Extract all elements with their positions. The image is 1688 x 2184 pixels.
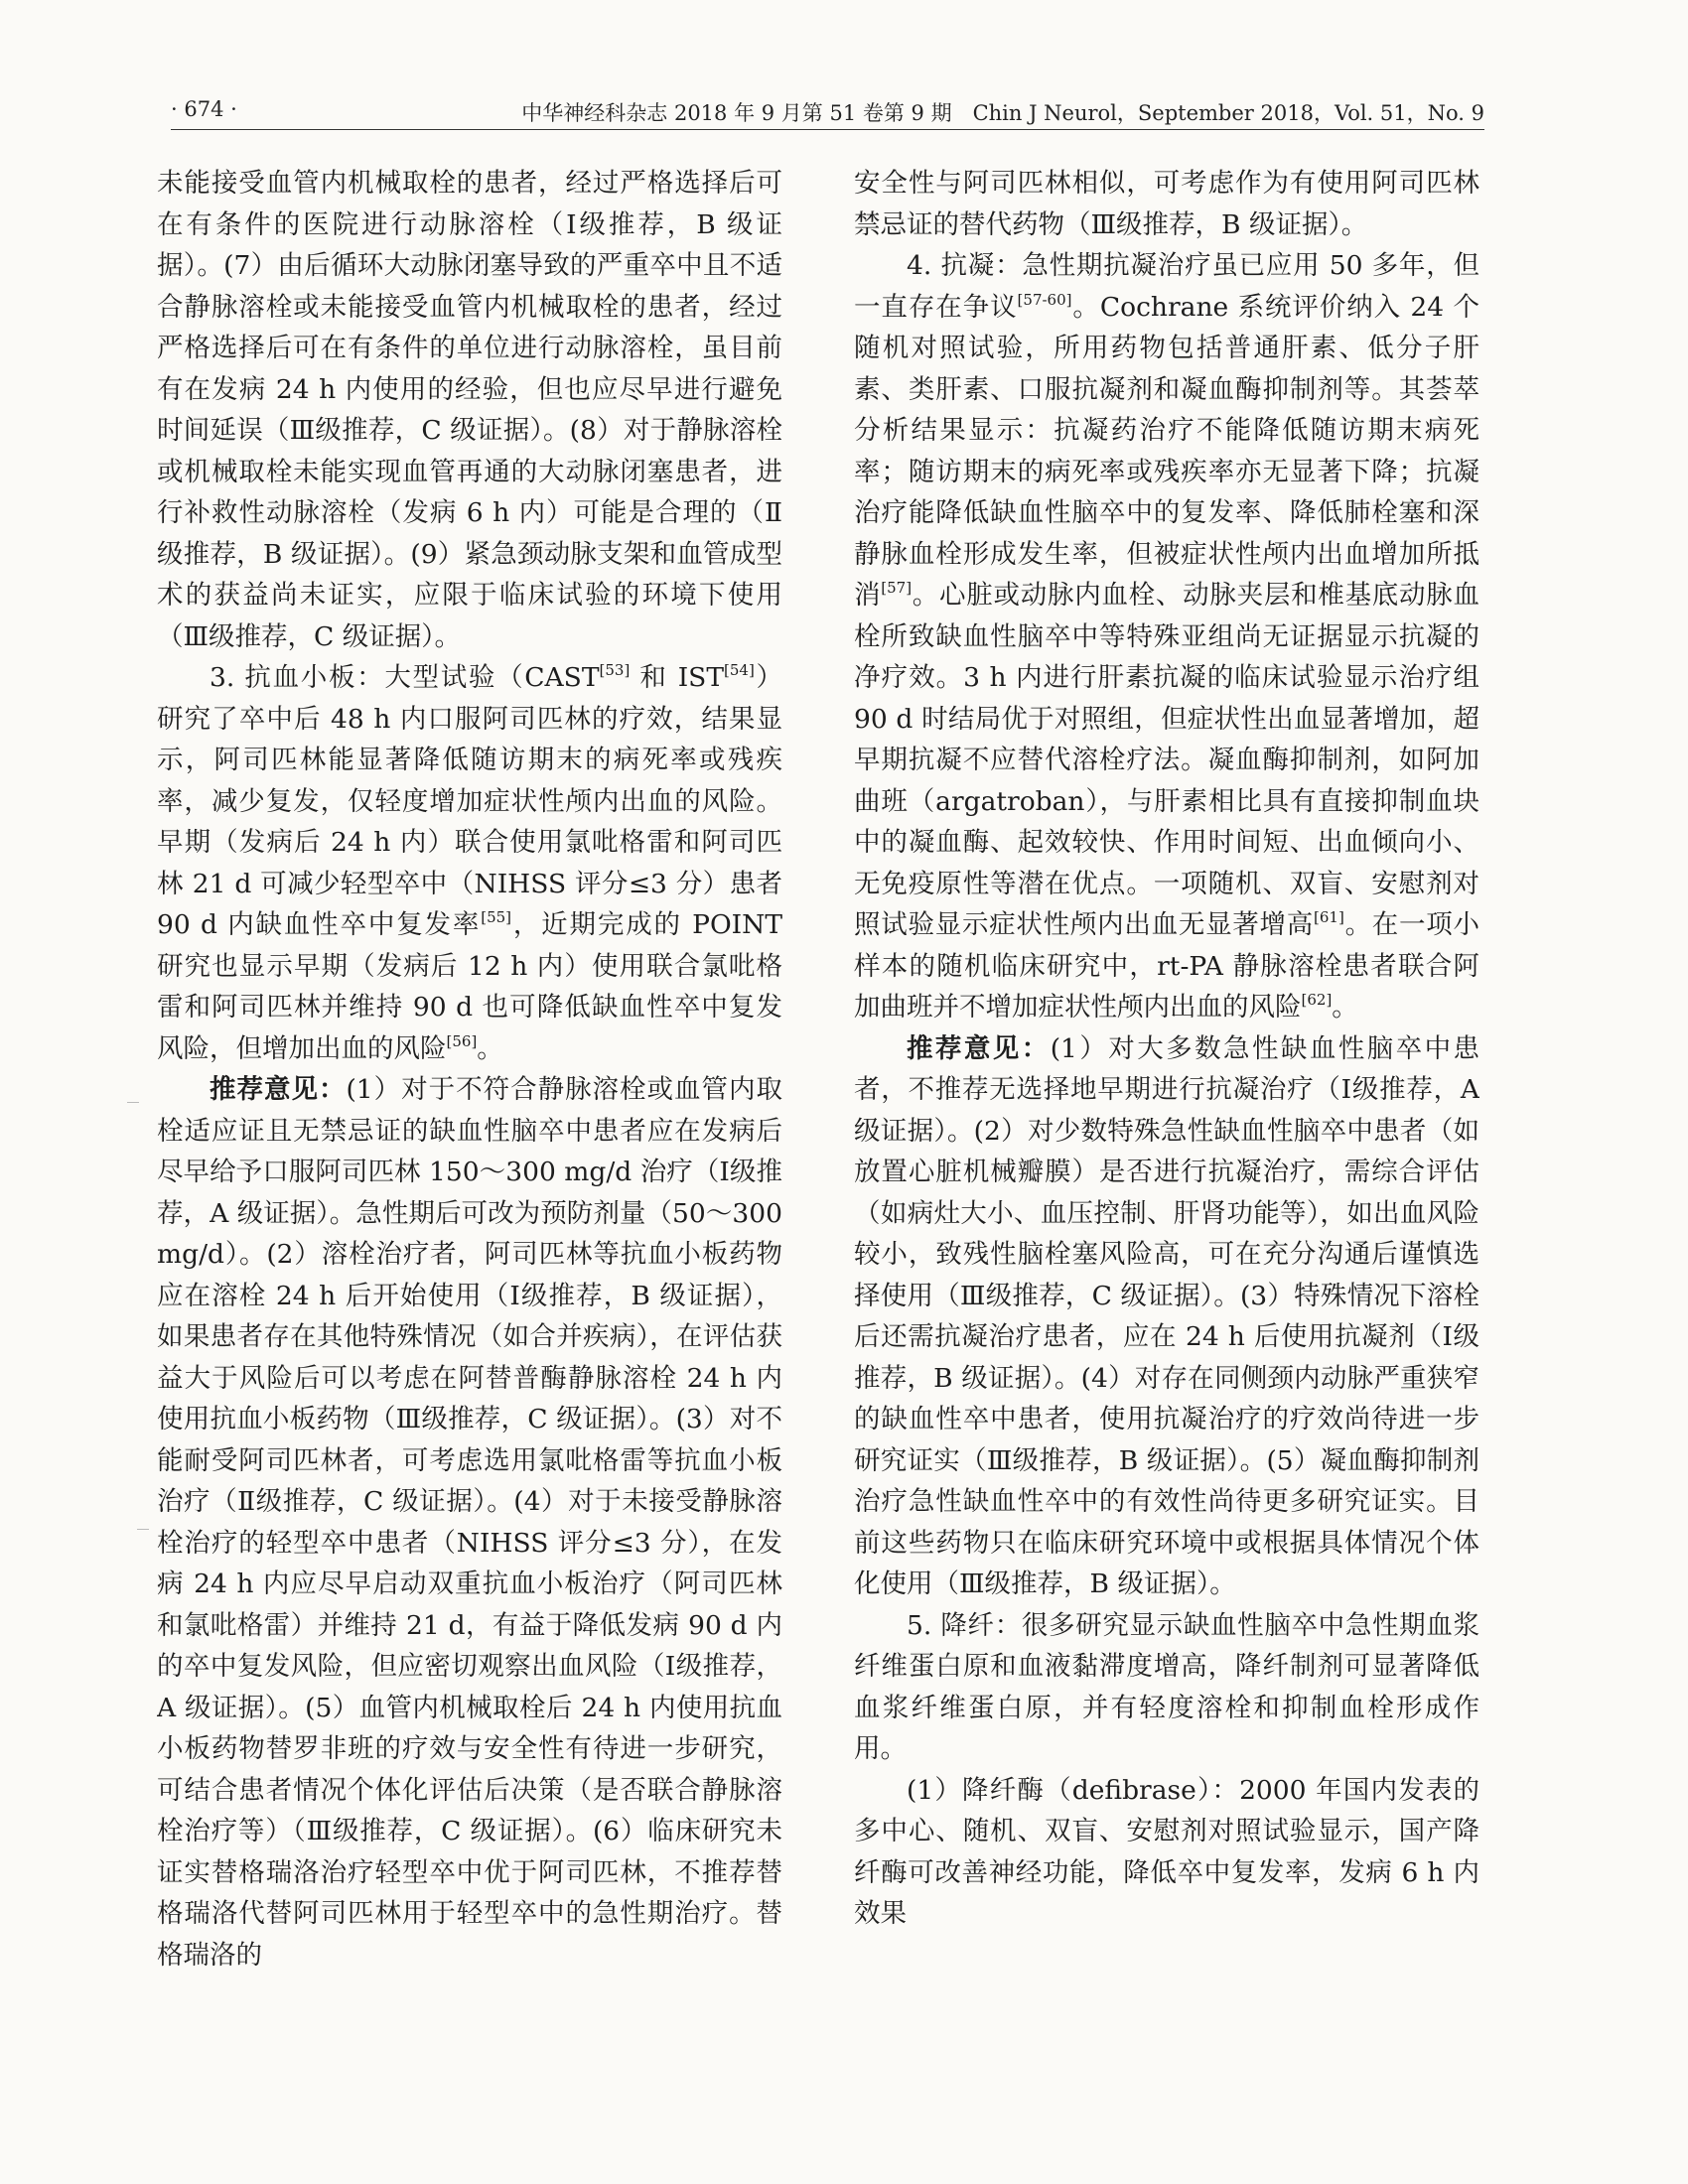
text-run: 。在一项小样本的随机临床研究中，rt-PA 静脉溶栓患者联合阿加曲班并不增加症状性颅内出血的风险 (854, 909, 1479, 1023)
text-run: (1）对大多数急性缺血性脑卒中患者，不推荐无选择地早期进行抗凝治疗（Ⅰ级推荐，A 级证据）。(2）对少数特殊急性缺血性脑卒中患者（如放置心脏机械瓣膜）是否进行抗凝治疗，需综合评估（如病灶大小、血压控制、肝肾功能等），如出血风险较小，致残性脑栓塞风险高，可在充分沟通后谨慎选择使用（Ⅲ级推荐，C 级证据）。(3）特殊情况下溶栓后还需抗凝治疗患者，应在 24 h 后使用抗凝剂（Ⅰ级推荐，B 级证据）。(4）对存在同侧颈内动脉严重狭窄的缺血性卒中患者，使用抗凝治疗的疗效尚待进一步研究证实（Ⅲ级推荐，B 级证据）。(5）凝血酶抑制剂治疗急性缺血性卒中的有效性尚待更多研究证实。目前这些药物只在临床研究环境中或根据具体情况个体化使用（Ⅲ级推荐，B 级证据）。 (854, 1032, 1479, 1599)
left-column (157, 163, 782, 2029)
text-run: 4. 抗凝：急性期抗凝治疗虽已应用 50 多年，但一直存在争议 (854, 250, 1479, 323)
paragraph-recommendation (157, 1069, 782, 1976)
citation-ref: [54] (724, 661, 755, 679)
paragraph-continuation: 安全性与阿司匹林相似，可考虑作为有使用阿司匹林禁忌证的替代药物（Ⅲ级推荐，B 级证据）。 (854, 168, 1479, 240)
paragraph-defibrase: (1）降纤酶（defibrase）：2000 年国内发表的多中心、随机、双盲、安慰剂对照试验显示，国产降纤酶可改善神经功能，降低卒中复发率，发病 6 h 内效果 (854, 1774, 1479, 1929)
recommendation-heading: 推荐意见： (907, 1032, 1051, 1064)
journal-citation: 中华神经科杂志 2018 年 9 月第 51 卷第 9 期 Chin J Neurol，September 2018，Vol. 51，No. 9 (521, 101, 1484, 125)
right-column (854, 163, 1479, 2029)
paragraph-antiplatelet (157, 657, 782, 1069)
header-divider (171, 129, 1484, 130)
citation-ref: [53] (599, 661, 631, 679)
text-run: 。 (477, 1032, 503, 1064)
scan-margin-mark (127, 1102, 139, 1103)
text-run: ，近期完成的 POINT 研究也显示早期（发病后 12 h 内）使用联合氯吡格雷和阿司匹林并维持 90 d 也可降低缺血性卒中复发风险，但增加出血的风险 (157, 909, 782, 1064)
paragraph-defibrination: 5. 降纤：很多研究显示缺血性脑卒中急性期血浆纤维蛋白原和血液黏滞度增高，降纤制剂可显著降低血浆纤维蛋白原，并有轻度溶栓和抑制血栓形成作用。 (854, 1609, 1479, 1764)
paragraph-recommendation (854, 1028, 1479, 1605)
running-header (171, 93, 1484, 129)
text-run: ）研究了卒中后 48 h 内口服阿司匹林的疗效，结果显示，阿司匹林能显著降低随访期末的病死率或残疾率，减少复发，仅轻度增加症状性颅内出血的风险。早期（发病后 24 h 内）联合使用氯吡格雷和阿司匹林 21 d 可减少轻型卒中（NIHSS 评分≤3 分）患者 90 d 内缺血性卒中复发率 (157, 662, 782, 940)
text-run: 和 IST (630, 662, 725, 693)
citation-ref: [62] (1301, 991, 1333, 1009)
citation-ref: [57] (881, 579, 913, 597)
scan-margin-mark (137, 1529, 149, 1530)
citation-ref: [55] (481, 908, 512, 926)
page-number: · 674 · (171, 97, 237, 121)
citation-ref: [56] (446, 1031, 478, 1050)
text-run: (1）对于不符合静脉溶栓或血管内取栓适应证且无禁忌证的缺血性脑卒中患者应在发病后尽早给予口服阿司匹林 150～300 mg/d 治疗（Ⅰ级推荐，A 级证据）。急性期后可改为预防剂量（50～300 mg/d）。(2）溶栓治疗者，阿司匹林等抗血小板药物应在溶栓 24 h 后开始使用（Ⅰ级推荐，B 级证据），如果患者存在其他特殊情况（如合并疾病），在评估获益大于风险后可以考虑在阿替普酶静脉溶栓 24 h 内使用抗血小板药物（Ⅲ级推荐，C 级证据）。(3）对不能耐受阿司匹林者，可考虑选用氯吡格雷等抗血小板治疗（Ⅱ级推荐，C 级证据）。(4）对于未接受静脉溶栓治疗的轻型卒中患者（NIHSS 评分≤3 分），在发病 24 h 内应尽早启动双重抗血小板治疗（阿司匹林和氯吡格雷）并维持 21 d，有益于降低发病 90 d 内的卒中复发风险，但应密切观察出血风险（Ⅰ级推荐，A 级证据）。(5）血管内机械取栓后 24 h 内使用抗血小板药物替罗非班的疗效与安全性有待进一步研究，可结合患者情况个体化评估后决策（是否联合静脉溶栓治疗等）（Ⅲ级推荐，C 级证据）。(6）临床研究未证实替格瑞洛治疗轻型卒中优于阿司匹林，不推荐替格瑞洛代替阿司匹林用于轻型卒中的急性期治疗。替格瑞洛的 (157, 1074, 782, 1971)
paragraph-continuation: 未能接受血管内机械取栓的患者，经过严格选择后可在有条件的医院进行动脉溶栓（Ⅰ级推荐，B 级证据）。(7）由后循环大动脉闭塞导致的严重卒中且不适合静脉溶栓或未能接受血管内机械取栓的患者，经过严格选择后可在有条件的单位进行动脉溶栓，虽目前有在发病 24 h 内使用的经验，但也应尽早进行避免时间延误（Ⅲ级推荐，C 级证据）。(8）对于静脉溶栓或机械取栓未能实现血管再通的大动脉闭塞患者，进行补救性动脉溶栓（发病 6 h 内）可能是合理的（Ⅱ级推荐，B 级证据）。(9）紧急颈动脉支架和血管成型术的获益尚未证实，应限于临床试验的环境下使用（Ⅲ级推荐，C 级证据）。 (157, 168, 782, 652)
citation-ref: [61] (1314, 908, 1344, 926)
text-run: 。 (1332, 992, 1358, 1023)
citation-ref: [57-60] (1017, 290, 1072, 309)
paragraph-anticoagulation (854, 245, 1479, 1028)
text-run: 。心脏或动脉内血栓、动脉夹层和椎基底动脉血栓所致缺血性脑卒中等特殊亚组尚无证据显示抗凝的净疗效。3 h 内进行肝素抗凝的临床试验显示治疗组 90 d 时结局优于对照组，但症状性出血显著增加，超早期抗凝不应替代溶栓疗法。凝血酶抑制剂，如阿加曲班（argatroban），与肝素相比具有直接抑制血块中的凝血酶、起效较快、作用时间短、出血倾向小、无免疫原性等潜在优点。一项随机、双盲、安慰剂对照试验显示症状性颅内出血无显著增高 (854, 580, 1479, 940)
text-run: 。Cochrane 系统评价纳入 24 个随机对照试验，所用药物包括普通肝素、低分子肝素、类肝素、口服抗凝剂和凝血酶抑制剂等。其荟萃分析结果显示：抗凝药治疗不能降低随访期末病死率；随访期末的病死率或残疾率亦无显著下降；抗凝治疗能降低缺血性脑卒中的复发率、降低肺栓塞和深静脉血栓形成发生率，但被症状性颅内出血增加所抵消 (854, 291, 1479, 611)
text-run: 3. 抗血小板：大型试验（CAST (210, 662, 600, 693)
recommendation-heading: 推荐意见： (210, 1074, 347, 1105)
